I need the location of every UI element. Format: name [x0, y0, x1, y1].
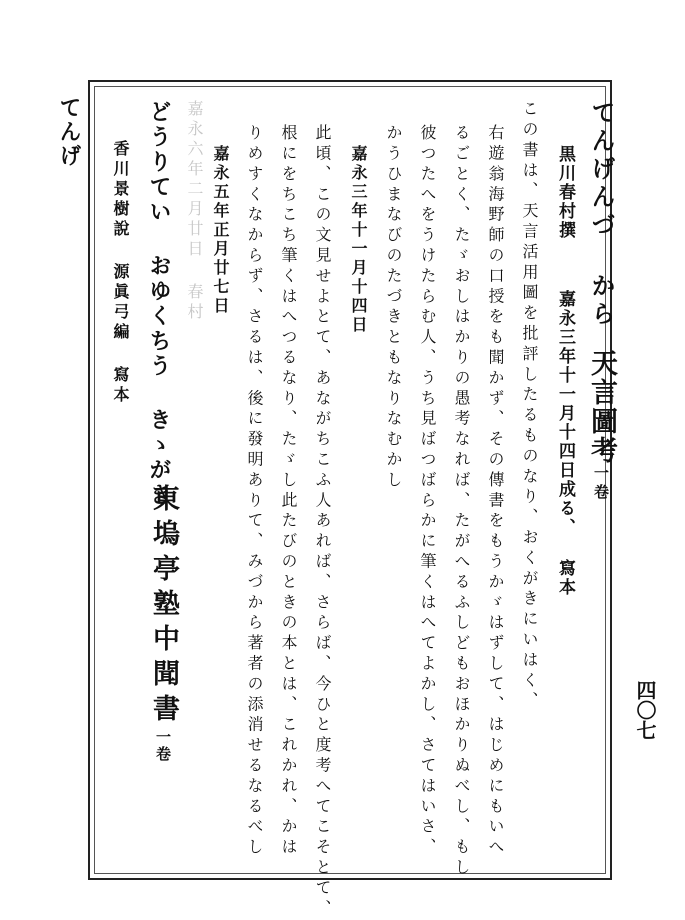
entry1-heading: [588, 100, 615, 503]
entry1-body-line-1: この書は、天言活用圖を批評したるものなり、おくがきにいはく、: [520, 100, 539, 712]
entry1-compiled: 嘉永三年十一月十四日成る、 寫本: [555, 290, 575, 597]
entry3-volumes: 一卷: [154, 729, 172, 763]
entry1-body-line-2: 右遊翁海野師の口授をも聞かず、その傳書をもうかゞはずして、はじめにもいへ: [486, 124, 505, 859]
entry1-body-line-3: るごとく、たゞおしはかりの愚考なれば、たがへるふしどもおほかりぬべし、もし: [452, 124, 471, 879]
running-head: てんげ: [56, 96, 82, 168]
entry2-body-line-1: 此頃、この文見せよとて、あながちこふ人あれば、さらば、今ひと度考へてこそとて、: [313, 124, 332, 920]
entry1-byline: [556, 145, 573, 597]
entry2-date: 嘉永五年正月廿七日: [211, 145, 230, 316]
entry1-body-line-4: 彼つたへをうけたらむ人、うち見ばつばらかに筆くはへてよかし、さてはいさ、: [418, 124, 437, 859]
bleed-through-text: 嘉永六年二月廿日 春村: [185, 100, 204, 323]
entry2-body-line-2: 根にをちこち筆くはへつるなり、たゞし此たびのときの本とは、これかれ、かは: [279, 124, 298, 859]
entry1-body-line-5: かうひまなびのたづきともなりなむかし: [384, 124, 403, 492]
entry2-body-line-3: りめすくなからず、さるは、後に發明ありて、みづから著者の添消せるなるべし: [245, 124, 264, 859]
entry1-date: 嘉永三年十一月十四日: [349, 145, 368, 335]
entry2-title: どうりてい おゆくちう きゝがき: [146, 100, 172, 508]
entry3-heading: [150, 484, 177, 763]
entry1-title-kana: てんげんづ から: [587, 100, 616, 329]
page-number: 四〇七: [633, 680, 657, 740]
entry3-title: 東塢亭塾中聞書: [148, 484, 179, 729]
entry1-volumes: 一卷: [592, 465, 610, 503]
entry1-title: 天言圖考: [586, 349, 617, 465]
entry1-author: 黒川春村撰: [555, 145, 575, 240]
entry2-authors: 香川景樹說 源眞弓編 寫本: [111, 140, 130, 406]
